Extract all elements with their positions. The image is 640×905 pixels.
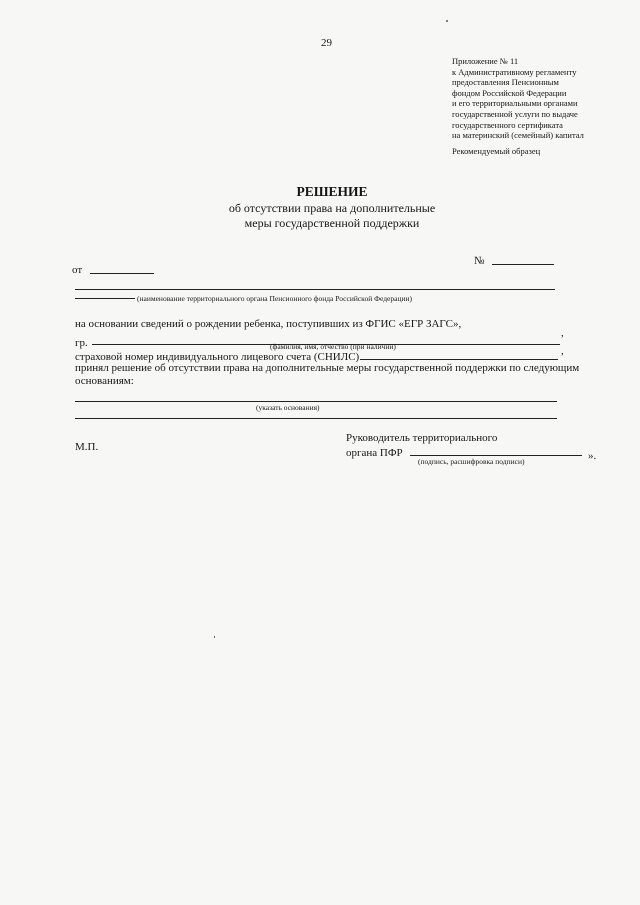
- signature-line: [410, 455, 582, 456]
- appendix-line: государственного сертификата: [452, 119, 563, 130]
- snils-label: страховой номер индивидуального лицевого счета (СНИЛС): [75, 351, 360, 363]
- date-from-label: от: [72, 264, 83, 276]
- document-subtitle-line1: об отсутствии права на дополнительные: [228, 201, 436, 215]
- appendix-line: и его территориальными органами: [452, 98, 578, 109]
- citizen-label: гр.: [75, 337, 88, 349]
- snils-comma: ,: [561, 345, 564, 357]
- scan-speck: [214, 636, 215, 638]
- decision-text-line2: основаниям:: [75, 375, 134, 387]
- decision-text-line1: принял решение об отсутствии права на дополнительные меры государственной поддержки по следующим: [75, 362, 580, 374]
- org-name-line-lower: [75, 298, 135, 299]
- closing-quote-mark: ».: [588, 450, 597, 462]
- appendix-line: фондом Российской Федерации: [452, 87, 567, 98]
- stamp-place-label: М.П.: [75, 441, 99, 453]
- document-title: РЕШЕНИЕ: [296, 184, 368, 199]
- reasons-line-2: [75, 418, 557, 419]
- appendix-line: государственной услуги по выдаче: [452, 108, 578, 119]
- appendix-block: [452, 56, 584, 141]
- org-name-caption: (наименование территориального органа Пенсионного фонда Российской Федерации): [137, 294, 413, 303]
- appendix-line: предоставления Пенсионным: [452, 77, 559, 88]
- appendix-line: Приложение № 11: [452, 56, 519, 66]
- snils-field-line: [360, 359, 558, 360]
- page-number: 29: [321, 37, 332, 49]
- document-subtitle-line2: меры государственной поддержки: [244, 216, 420, 230]
- head-title-line2: органа ПФР: [346, 447, 403, 459]
- basis-text: на основании сведений о рождении ребенка, поступивших из ФГИС «ЕГР ЗАГС»,: [75, 318, 462, 330]
- number-field-line: [492, 264, 554, 265]
- citizen-comma: ,: [561, 327, 564, 339]
- appendix-line: на материнский (семейный) капитал: [452, 130, 584, 141]
- number-label: №: [474, 255, 485, 267]
- org-name-line: [75, 289, 555, 290]
- reasons-caption: (указать основания): [256, 403, 320, 412]
- scan-speck: [446, 20, 448, 22]
- recommended-sample-label: Рекомендуемый образец: [452, 146, 541, 156]
- reasons-line-1: [75, 401, 557, 402]
- signature-caption: (подпись, расшифровка подписи): [418, 457, 525, 466]
- appendix-line: к Административному регламенту: [452, 66, 577, 77]
- head-title-line1: Руководитель территориального: [346, 432, 498, 444]
- fio-caption: (фамилия, имя, отчество (при наличии): [270, 342, 396, 351]
- date-field-line: [90, 273, 154, 274]
